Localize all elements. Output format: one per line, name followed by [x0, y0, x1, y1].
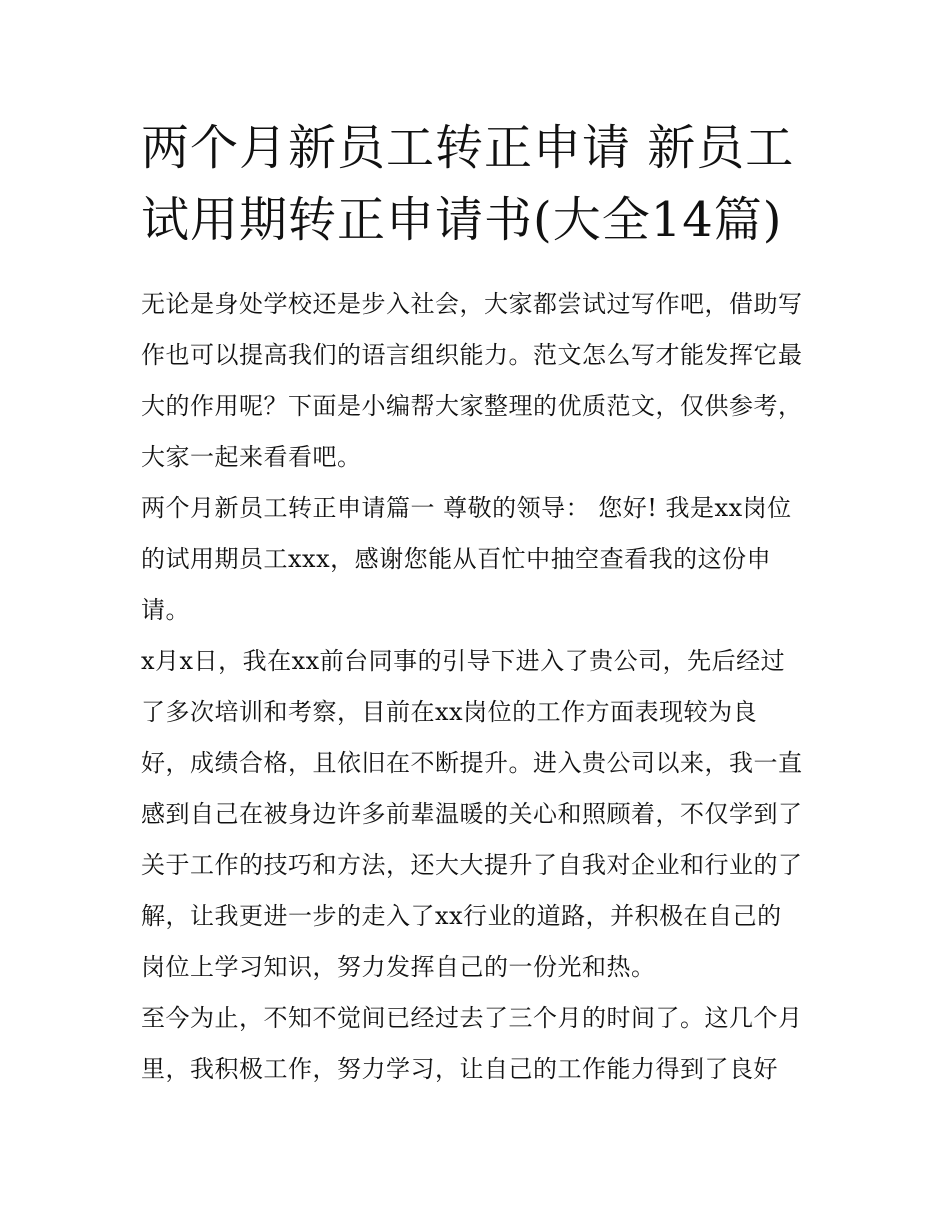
text-line: 无论是身处学校还是步入社会，大家都尝试过写作吧，借助写: [141, 290, 803, 318]
document-body: [141, 279, 813, 1095]
paragraph-progress: [141, 993, 813, 1095]
text-line: 大的作用呢？下面是小编帮大家整理的优质范文，仅供参考，: [141, 392, 803, 420]
text-line: 好，成绩合格，且依旧在不断提升。进入贵公司以来，我一直: [141, 749, 803, 777]
document-title: [141, 112, 813, 256]
text-line: 请。: [141, 596, 190, 624]
paragraph-experience: [141, 636, 813, 993]
document-page: [141, 112, 813, 1095]
text-line: 感到自己在被身边许多前辈温暖的关心和照顾着，不仅学到了: [141, 800, 803, 828]
text-line: 岗位上学习知识，努力发挥自己的一份光和热。: [141, 953, 656, 981]
paragraph-greeting: [141, 483, 813, 636]
text-line: 的试用期员工xxx，感谢您能从百忙中抽空查看我的这份申: [141, 545, 772, 573]
title-line: 试用期转正申请书(大全14篇): [141, 192, 783, 248]
text-line: x月x日，我在xx前台同事的引导下进入了贵公司，先后经过: [141, 647, 786, 675]
title-line: 两个月新员工转正申请 新员工: [141, 120, 795, 176]
text-line: 至今为止，不知不觉间已经过去了三个月的时间了。这几个月: [141, 1004, 803, 1032]
text-line: 解，让我更进一步的走入了xx行业的道路，并积极在自己的: [141, 902, 782, 930]
text-line: 两个月新员工转正申请篇一 尊敬的领导： 您好! 我是xx岗位: [141, 494, 792, 522]
text-line: 关于工作的技巧和方法，还大大提升了自我对企业和行业的了: [141, 851, 803, 879]
text-line: 大家一起来看看吧。: [141, 443, 362, 471]
text-line: 了多次培训和考察，目前在xx岗位的工作方面表现较为良: [141, 698, 758, 726]
text-line: 里，我积极工作，努力学习，让自己的工作能力得到了良好: [141, 1055, 778, 1083]
text-line: 作也可以提高我们的语言组织能力。范文怎么写才能发挥它最: [141, 341, 803, 369]
paragraph-intro: [141, 279, 813, 483]
